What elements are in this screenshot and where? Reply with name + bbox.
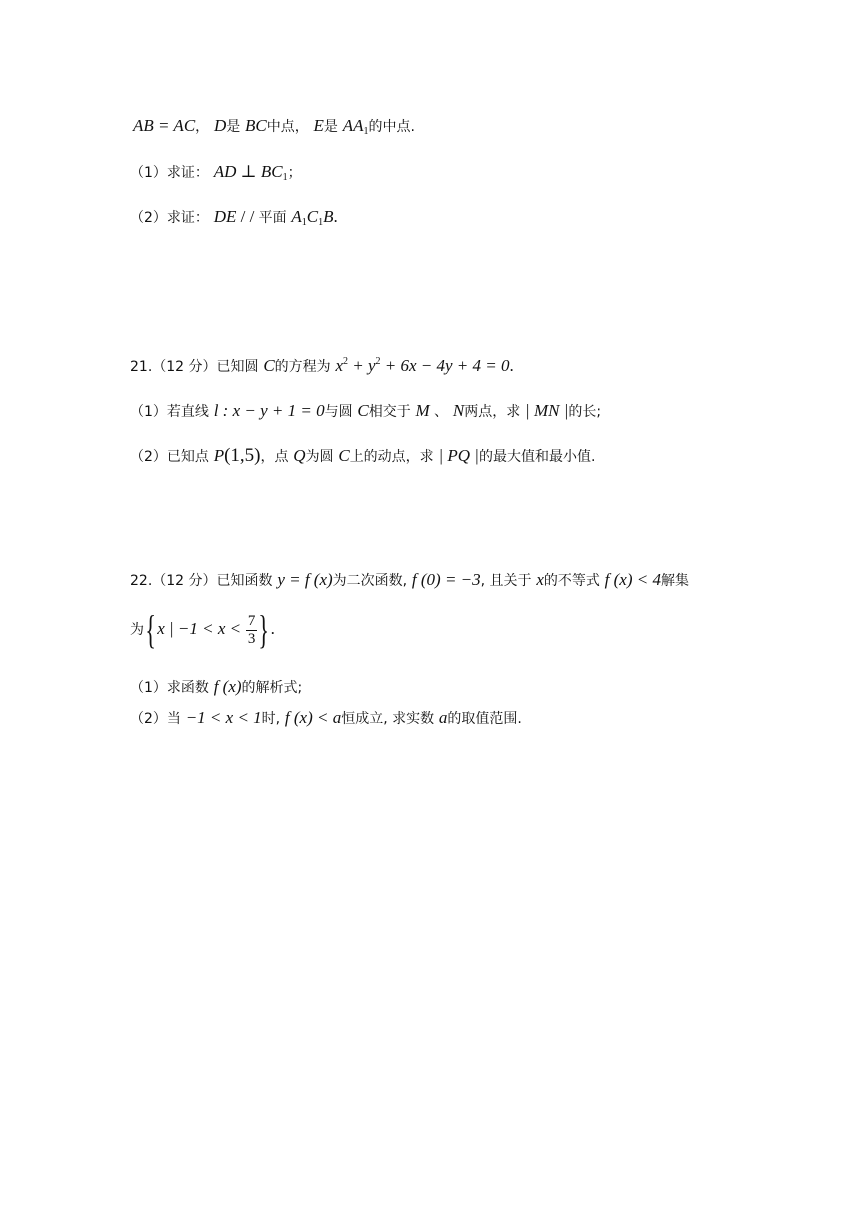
q22-solution-set: 为{x | −1 < x < $\frac{7}{3}$ }. bbox=[130, 607, 275, 652]
eq-ab-ac: AB = AC bbox=[133, 116, 196, 135]
line-equation: l : x − y + 1 = 0 bbox=[213, 401, 325, 420]
q22-stem: 22.（12 分）已知函数 y = f (x)为二次函数, f (0) = −3, 且关于 x的不等式 f (x) < 4解集 bbox=[130, 570, 689, 589]
q22-part1: （1）求函数 f (x)的解析式; bbox=[130, 677, 303, 696]
q21-stem: 21.（12 分）已知圆 C的方程为 $x^2 + y^2 + 6x - 4y + 4 = 0$. bbox=[130, 356, 514, 375]
q20-part1: （1）求证： AD ⊥ $BC_1$； bbox=[130, 162, 302, 183]
q21-part1: （1）若直线 l : x − y + 1 = 0与圆 C相交于 M 、 N两点，求 | MN |的长; bbox=[130, 401, 602, 420]
q20-part2: （2）求证： DE / / 平面 $A_1C_1B$. bbox=[130, 207, 338, 228]
q20-continuation: AB = AC， D是 BC中点， E是 $AA_1$的中点. bbox=[133, 116, 415, 137]
q21-part2: （2）已知点 P(1,5)，点 Q为圆 C上的动点，求 | PQ |的最大值和最小值. bbox=[130, 445, 596, 466]
q22-part2: （2）当 −1 < x < 1时, f (x) < a恒成立, 求实数 a的取值范围. bbox=[130, 708, 522, 727]
fraction-seven-thirds: $\frac{7}{3}$ bbox=[247, 613, 256, 647]
circle-equation: $x^2 + y^2 + 6x - 4y + 4 = 0$ bbox=[335, 356, 510, 375]
